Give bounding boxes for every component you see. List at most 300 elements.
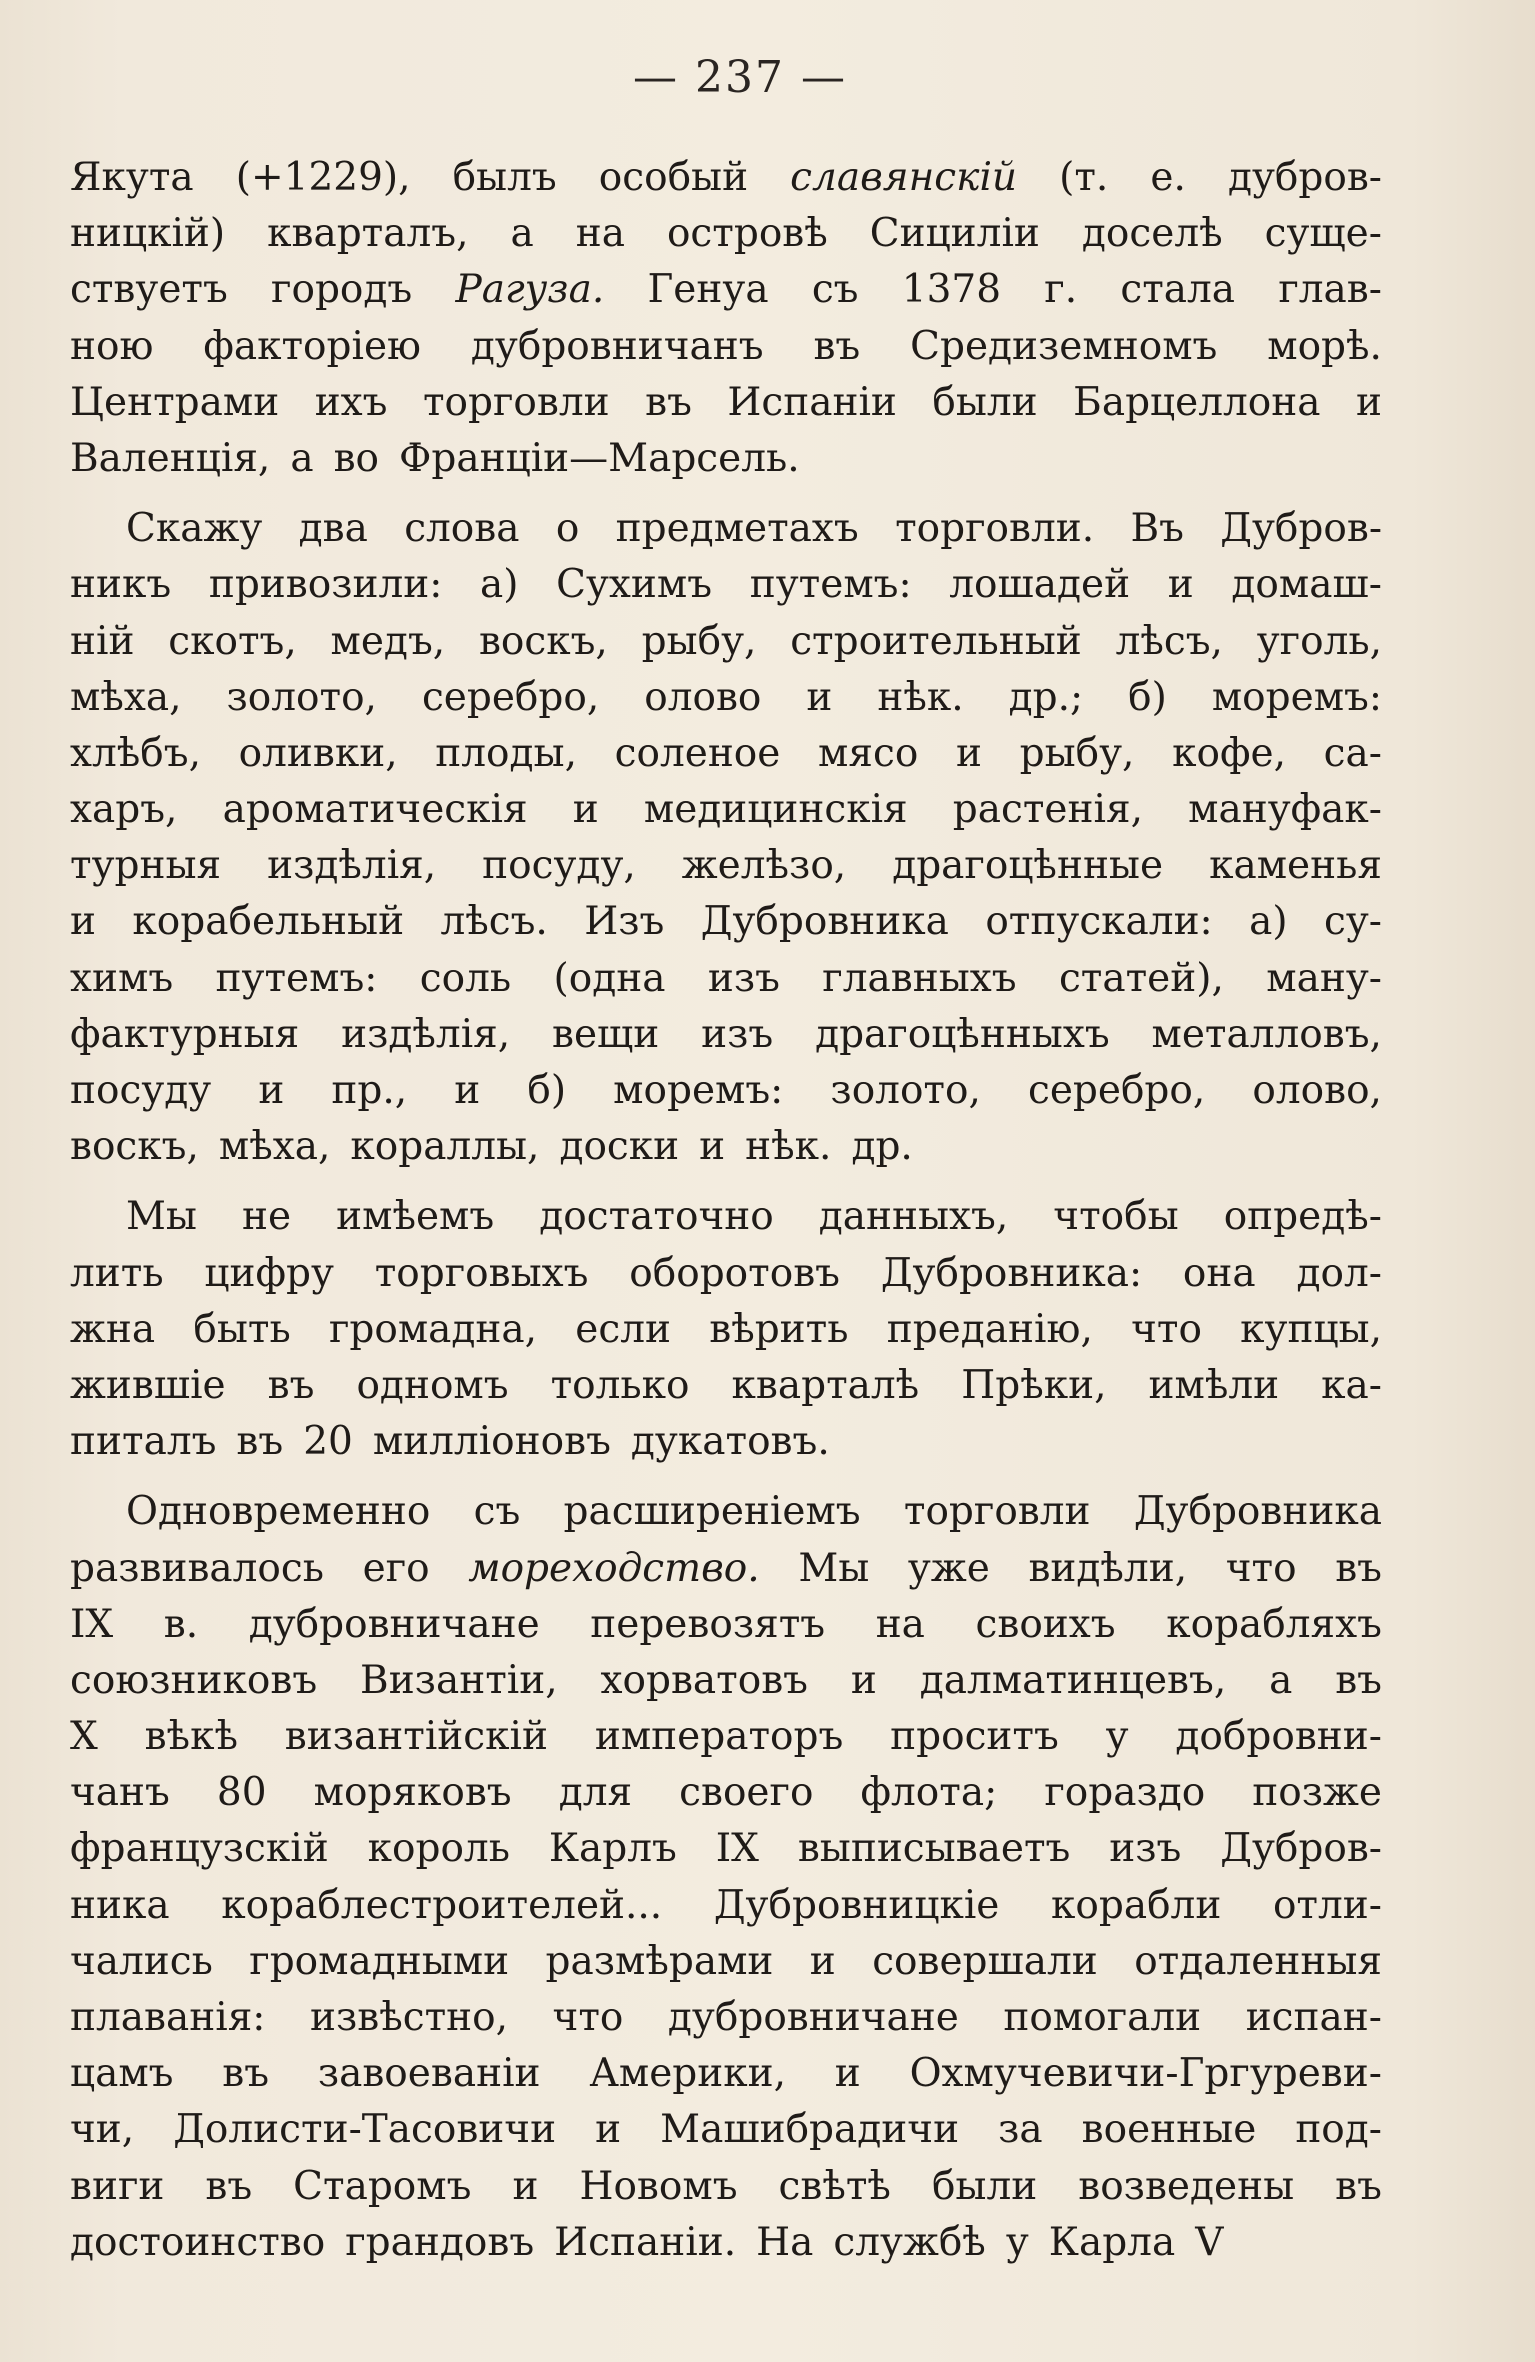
word: лѣсъ,	[1115, 618, 1223, 664]
word: съ	[811, 267, 859, 313]
word: золото,	[226, 674, 377, 720]
word: и	[1167, 562, 1194, 608]
word: серебро,	[421, 674, 600, 720]
word: помогали	[1003, 1995, 1202, 2040]
word: Скажу	[126, 506, 263, 552]
word: Машибрадичи	[660, 2107, 960, 2153]
word: олово,	[1252, 1068, 1382, 1113]
word: виги	[70, 2163, 165, 2209]
word: желѣзо,	[681, 843, 847, 889]
text-line	[70, 838, 1382, 894]
word: мѣха,	[218, 1124, 331, 1170]
word: милліоновъ	[372, 1419, 611, 1465]
word: и	[834, 2051, 861, 2097]
word: и	[572, 787, 599, 833]
word: IX	[70, 1601, 114, 1647]
paragraph	[70, 501, 1382, 1175]
word: Въ	[1130, 506, 1184, 552]
word: (одна	[553, 955, 666, 1001]
word: дол-	[1296, 1250, 1382, 1296]
text-line	[70, 1414, 1382, 1470]
word: растенія,	[952, 787, 1143, 833]
word: статей),	[1058, 955, 1224, 1001]
word: привозили:	[208, 562, 443, 608]
word: въ	[645, 379, 692, 425]
word: въ	[222, 2051, 270, 2097]
word: доселѣ	[1081, 211, 1223, 257]
word: испан-	[1245, 1995, 1382, 2040]
word: 1378	[901, 267, 1002, 313]
word: возведены	[1078, 2163, 1295, 2209]
text-line	[70, 1246, 1382, 1302]
page-number: — 237 —	[633, 52, 847, 103]
word: чанъ	[70, 1770, 170, 1816]
text-line	[70, 557, 1382, 613]
word: гораздо	[1044, 1770, 1206, 1816]
text-line	[70, 431, 1382, 487]
word: строительный	[790, 618, 1082, 664]
text-line	[70, 2046, 1382, 2102]
text-line	[70, 1541, 1382, 1597]
word: размѣрами	[545, 1938, 774, 1984]
word: 20	[303, 1419, 353, 1465]
word: дубровничане	[667, 1995, 959, 2040]
word: Одновременно	[126, 1489, 431, 1535]
word: грандовъ	[345, 2219, 535, 2265]
word: су-	[1323, 899, 1382, 945]
text-line	[70, 1597, 1382, 1653]
word: въ	[1335, 1657, 1382, 1703]
text-line	[70, 2215, 1382, 2271]
word: Карлъ	[548, 1826, 677, 1872]
word: др.;	[1008, 674, 1084, 720]
word: дубровничане	[248, 1601, 540, 1647]
text-line	[70, 2102, 1382, 2158]
word: во	[333, 435, 380, 481]
word: мѣха,	[70, 674, 182, 720]
word: моремъ:	[613, 1068, 784, 1113]
word: на	[575, 211, 625, 257]
word: ницкій)	[70, 211, 226, 257]
word: кораблестроителей...	[221, 1882, 663, 1928]
word: и	[806, 674, 833, 720]
word: Изъ	[584, 899, 665, 945]
word: Дубров-	[1220, 506, 1382, 552]
body-text	[70, 150, 1382, 2271]
word: дубров-	[1227, 155, 1382, 200]
word: уголь,	[1256, 618, 1382, 664]
word: оливки,	[238, 730, 398, 776]
word: Центрами	[70, 379, 280, 425]
word: серебро,	[1027, 1068, 1206, 1113]
word: вещи	[552, 1011, 660, 1057]
word: изъ	[1109, 1826, 1182, 1872]
word: совершали	[872, 1938, 1098, 1984]
word: лить	[70, 1250, 164, 1296]
word: изъ	[701, 1011, 774, 1057]
word: 80	[216, 1770, 267, 1816]
word: завоеваніи	[317, 2051, 541, 2097]
word: и	[512, 2163, 539, 2209]
word: службѣ	[833, 2219, 986, 2265]
word: громадными	[249, 1938, 510, 1984]
word: и	[70, 899, 96, 945]
word: имѣемъ	[336, 1194, 495, 1240]
word: французскій	[70, 1826, 329, 1872]
word: быть	[193, 1306, 291, 1352]
word: у	[1005, 2219, 1029, 2265]
word: Дубровницкіе	[713, 1882, 1000, 1928]
word: корабельный	[132, 899, 405, 945]
word: питалъ	[70, 1419, 217, 1465]
word: цифру	[204, 1250, 334, 1296]
word: Испаніи.	[554, 2219, 737, 2265]
word: своихъ	[975, 1601, 1116, 1647]
word: достоинство	[70, 2219, 326, 2265]
text-line	[70, 206, 1382, 262]
word: Франціи—Марсель.	[399, 435, 800, 481]
word: Сухимъ	[556, 562, 713, 608]
word: др.	[851, 1124, 913, 1170]
word: Средиземномъ	[910, 323, 1218, 369]
word: нѣк.	[877, 674, 964, 720]
word: драгоцѣнныхъ	[815, 1011, 1110, 1057]
word: она	[1182, 1250, 1256, 1296]
word: цамъ	[70, 2051, 174, 2097]
word: если	[575, 1306, 671, 1352]
text-line	[70, 1302, 1382, 1358]
word: въ	[205, 2163, 253, 2209]
word: одномъ	[356, 1362, 509, 1408]
word: лѣсъ.	[440, 899, 548, 945]
word: корабли	[1051, 1882, 1222, 1928]
word: металловъ,	[1151, 1011, 1382, 1057]
word: чались	[70, 1938, 213, 1984]
word: былъ	[452, 155, 557, 200]
word: хлѣбъ,	[70, 730, 201, 776]
word: опредѣ-	[1223, 1194, 1382, 1240]
word: Старомъ	[293, 2163, 472, 2209]
word: ника	[70, 1882, 170, 1928]
word: громадна,	[328, 1306, 538, 1352]
word: Мы	[798, 1545, 870, 1591]
text-line	[70, 150, 1382, 206]
word: жна	[70, 1306, 156, 1352]
word: преданію,	[886, 1306, 1093, 1352]
word: и	[454, 1068, 481, 1113]
word: и	[850, 1657, 877, 1703]
text-line	[70, 782, 1382, 838]
word: предметахъ	[615, 506, 859, 552]
word: свѣтѣ	[778, 2163, 891, 2209]
word: б)	[527, 1068, 567, 1113]
word: имѣли	[1148, 1362, 1280, 1408]
word: рыбу,	[1019, 730, 1135, 776]
word: императоръ	[594, 1714, 844, 1760]
word: у	[1105, 1714, 1129, 1760]
word: достаточно	[539, 1194, 774, 1240]
word: Валенція,	[70, 435, 271, 481]
word: глав-	[1278, 267, 1382, 313]
text-line	[70, 670, 1382, 726]
word: Дубровника	[1133, 1489, 1382, 1535]
word: Охмучевичи-Гргуреви-	[909, 2051, 1382, 2097]
word: проситъ	[890, 1714, 1059, 1760]
word: никъ	[70, 562, 172, 608]
text-line	[70, 1007, 1382, 1063]
word: корабляхъ	[1166, 1601, 1382, 1647]
word: вѣкѣ	[144, 1714, 238, 1760]
word: что	[1225, 1545, 1297, 1591]
word: два	[298, 506, 368, 552]
word: въ	[1335, 1545, 1382, 1591]
word: отли-	[1272, 1882, 1382, 1928]
word: под-	[1295, 2107, 1382, 2153]
word: ароматическія	[222, 787, 528, 833]
word: плаванія:	[70, 1995, 266, 2040]
word: драгоцѣнные	[892, 843, 1164, 889]
word: о	[555, 506, 580, 552]
word: отдаленныя	[1134, 1938, 1382, 1984]
text-line	[70, 894, 1382, 950]
word: турныя	[70, 843, 222, 889]
paragraph	[70, 150, 1382, 487]
word: торговли	[422, 379, 610, 425]
word: видѣли,	[1028, 1545, 1188, 1591]
word: были	[932, 379, 1038, 425]
text-line	[70, 375, 1382, 431]
word: Дубровника	[700, 899, 949, 945]
emphasized-word: славянскій	[790, 155, 1018, 200]
word: издѣлія,	[341, 1011, 511, 1057]
word: городъ	[271, 267, 413, 313]
text-line	[70, 319, 1382, 375]
word: жившіе	[70, 1362, 226, 1408]
word: мануфак-	[1188, 787, 1382, 833]
text-line	[70, 614, 1382, 670]
word: издѣлія,	[267, 843, 437, 889]
word: фактурныя	[70, 1011, 300, 1057]
word: суще-	[1264, 211, 1382, 257]
word: союзниковъ	[70, 1657, 318, 1703]
word: кофе,	[1172, 730, 1286, 776]
text-line	[70, 1709, 1382, 1765]
word: торговли	[903, 1489, 1091, 1535]
word: что	[552, 1995, 624, 2040]
text-line	[70, 501, 1382, 557]
word: моремъ:	[1211, 674, 1382, 720]
word: особый	[598, 155, 749, 200]
word: въ	[813, 323, 861, 369]
word: пр.,	[331, 1068, 408, 1113]
word: главныхъ	[822, 955, 1017, 1001]
word: б)	[1128, 674, 1167, 720]
word: а)	[480, 562, 519, 608]
word: лошадей	[949, 562, 1131, 608]
word: а	[290, 435, 314, 481]
word: и	[1355, 379, 1382, 425]
word: кварталѣ	[731, 1362, 920, 1408]
emphasized-word: мореходство.	[468, 1545, 760, 1591]
word: путемъ:	[749, 562, 912, 608]
text-line	[70, 1189, 1382, 1245]
word: Новомъ	[579, 2163, 738, 2209]
word: чтобы	[1053, 1194, 1179, 1240]
word: ною	[70, 323, 154, 369]
word: в.	[163, 1601, 199, 1647]
word: каменья	[1209, 843, 1382, 889]
word: въ	[236, 1419, 284, 1465]
word: рыбу,	[641, 618, 757, 664]
word: выписываетъ	[797, 1826, 1071, 1872]
word: своего	[679, 1770, 814, 1816]
word: харъ,	[70, 787, 178, 833]
word: Мы	[126, 1194, 197, 1240]
word: торговыхъ	[374, 1250, 589, 1296]
paragraph	[70, 1484, 1382, 2271]
word: нѣк.	[745, 1124, 832, 1170]
word: Карла	[1048, 2219, 1176, 2265]
word: хорватовъ	[600, 1657, 808, 1703]
word: воскъ,	[70, 1124, 199, 1170]
word: морѣ.	[1267, 323, 1382, 369]
word: данныхъ,	[818, 1194, 1009, 1240]
word: оборотовъ	[629, 1250, 840, 1296]
word: и	[699, 1124, 726, 1170]
word: ній	[70, 618, 135, 664]
word: уже	[907, 1545, 990, 1591]
word: Долисти-Тасовичи	[173, 2107, 557, 2153]
word: Дубровника:	[880, 1250, 1143, 1296]
word: на	[875, 1601, 925, 1647]
word: плоды,	[435, 730, 577, 776]
word: и	[955, 730, 982, 776]
word: мясо	[818, 730, 919, 776]
word: ствуетъ	[70, 267, 228, 313]
word: домаш-	[1231, 562, 1382, 608]
word: изъ	[707, 955, 780, 1001]
text-line	[70, 726, 1382, 782]
word: химъ	[70, 955, 174, 1001]
word: торговли.	[895, 506, 1095, 552]
word: Генуа	[647, 267, 769, 313]
word: извѣстно,	[309, 1995, 509, 2040]
word: стала	[1120, 267, 1236, 313]
word: кварталъ,	[267, 211, 469, 257]
word: а)	[1249, 899, 1288, 945]
word: его	[362, 1545, 430, 1591]
paragraph	[70, 1189, 1382, 1470]
word: купцы,	[1240, 1306, 1382, 1352]
word: Америки,	[589, 2051, 787, 2097]
word: Испаніи	[727, 379, 897, 425]
text-line	[70, 1358, 1382, 1414]
word: далматинцевъ,	[919, 1657, 1227, 1703]
word: военные	[1081, 2107, 1257, 2153]
text-line	[70, 1821, 1382, 1877]
word: олово	[644, 674, 762, 720]
word: моряковъ	[313, 1770, 512, 1816]
word: островѣ	[666, 211, 828, 257]
word: и	[258, 1068, 285, 1113]
text-line	[70, 1063, 1382, 1119]
word: византійскій	[284, 1714, 548, 1760]
word: соль	[419, 955, 512, 1001]
word: что	[1131, 1306, 1202, 1352]
word: въ	[267, 1362, 315, 1408]
word: IX	[715, 1826, 759, 1872]
word: были	[931, 2163, 1038, 2209]
word: вѣрить	[709, 1306, 849, 1352]
text-line	[70, 1990, 1382, 2046]
word: На	[756, 2219, 814, 2265]
word: соленое	[614, 730, 781, 776]
word: Барцеллона	[1073, 379, 1321, 425]
word: дубровничанъ	[470, 323, 764, 369]
word: посуду,	[482, 843, 636, 889]
word: слова	[404, 506, 520, 552]
word: медицинскія	[643, 787, 908, 833]
word: и	[595, 2107, 622, 2153]
word: золото,	[830, 1068, 981, 1113]
word: чи,	[70, 2107, 135, 2153]
word: только	[550, 1362, 690, 1408]
word: воскъ,	[478, 618, 608, 664]
word: въ	[1335, 2163, 1382, 2209]
word: для	[558, 1770, 633, 1816]
word: Якута	[70, 155, 194, 200]
word: путемъ:	[215, 955, 378, 1001]
word: V	[1195, 2219, 1224, 2265]
text-line	[70, 1934, 1382, 1990]
text-line	[70, 1484, 1382, 1540]
word: (т.	[1059, 155, 1109, 200]
word: позже	[1252, 1770, 1382, 1816]
word: Византіи,	[360, 1657, 558, 1703]
word: Прѣки,	[961, 1362, 1107, 1408]
word: г.	[1044, 267, 1078, 313]
word: посуду	[70, 1068, 212, 1113]
word: са-	[1323, 730, 1382, 776]
word: дукатовъ.	[630, 1419, 830, 1465]
word: ихъ	[314, 379, 388, 425]
word: Сициліи	[869, 211, 1040, 257]
word: скотъ,	[168, 618, 297, 664]
text-line	[70, 1653, 1382, 1709]
word: X	[70, 1714, 98, 1760]
text-line	[70, 1878, 1382, 1934]
word: флота;	[860, 1770, 998, 1816]
word: а	[1269, 1657, 1293, 1703]
text-line	[70, 1119, 1382, 1175]
word: а	[510, 211, 534, 257]
word: ману-	[1266, 955, 1382, 1001]
word: съ	[473, 1489, 521, 1535]
emphasized-word: Рагуза.	[455, 267, 605, 313]
word: король	[367, 1826, 510, 1872]
text-line	[70, 2159, 1382, 2215]
word: добровни-	[1175, 1714, 1382, 1760]
word: кораллы,	[350, 1124, 540, 1170]
word: ка-	[1321, 1362, 1382, 1408]
word: и	[809, 1938, 836, 1984]
word: Дубров-	[1220, 1826, 1382, 1872]
word: (+1229),	[235, 155, 411, 200]
text-line	[70, 1765, 1382, 1821]
word: е.	[1150, 155, 1186, 200]
text-line	[70, 951, 1382, 1007]
word: развивалось	[70, 1545, 324, 1591]
